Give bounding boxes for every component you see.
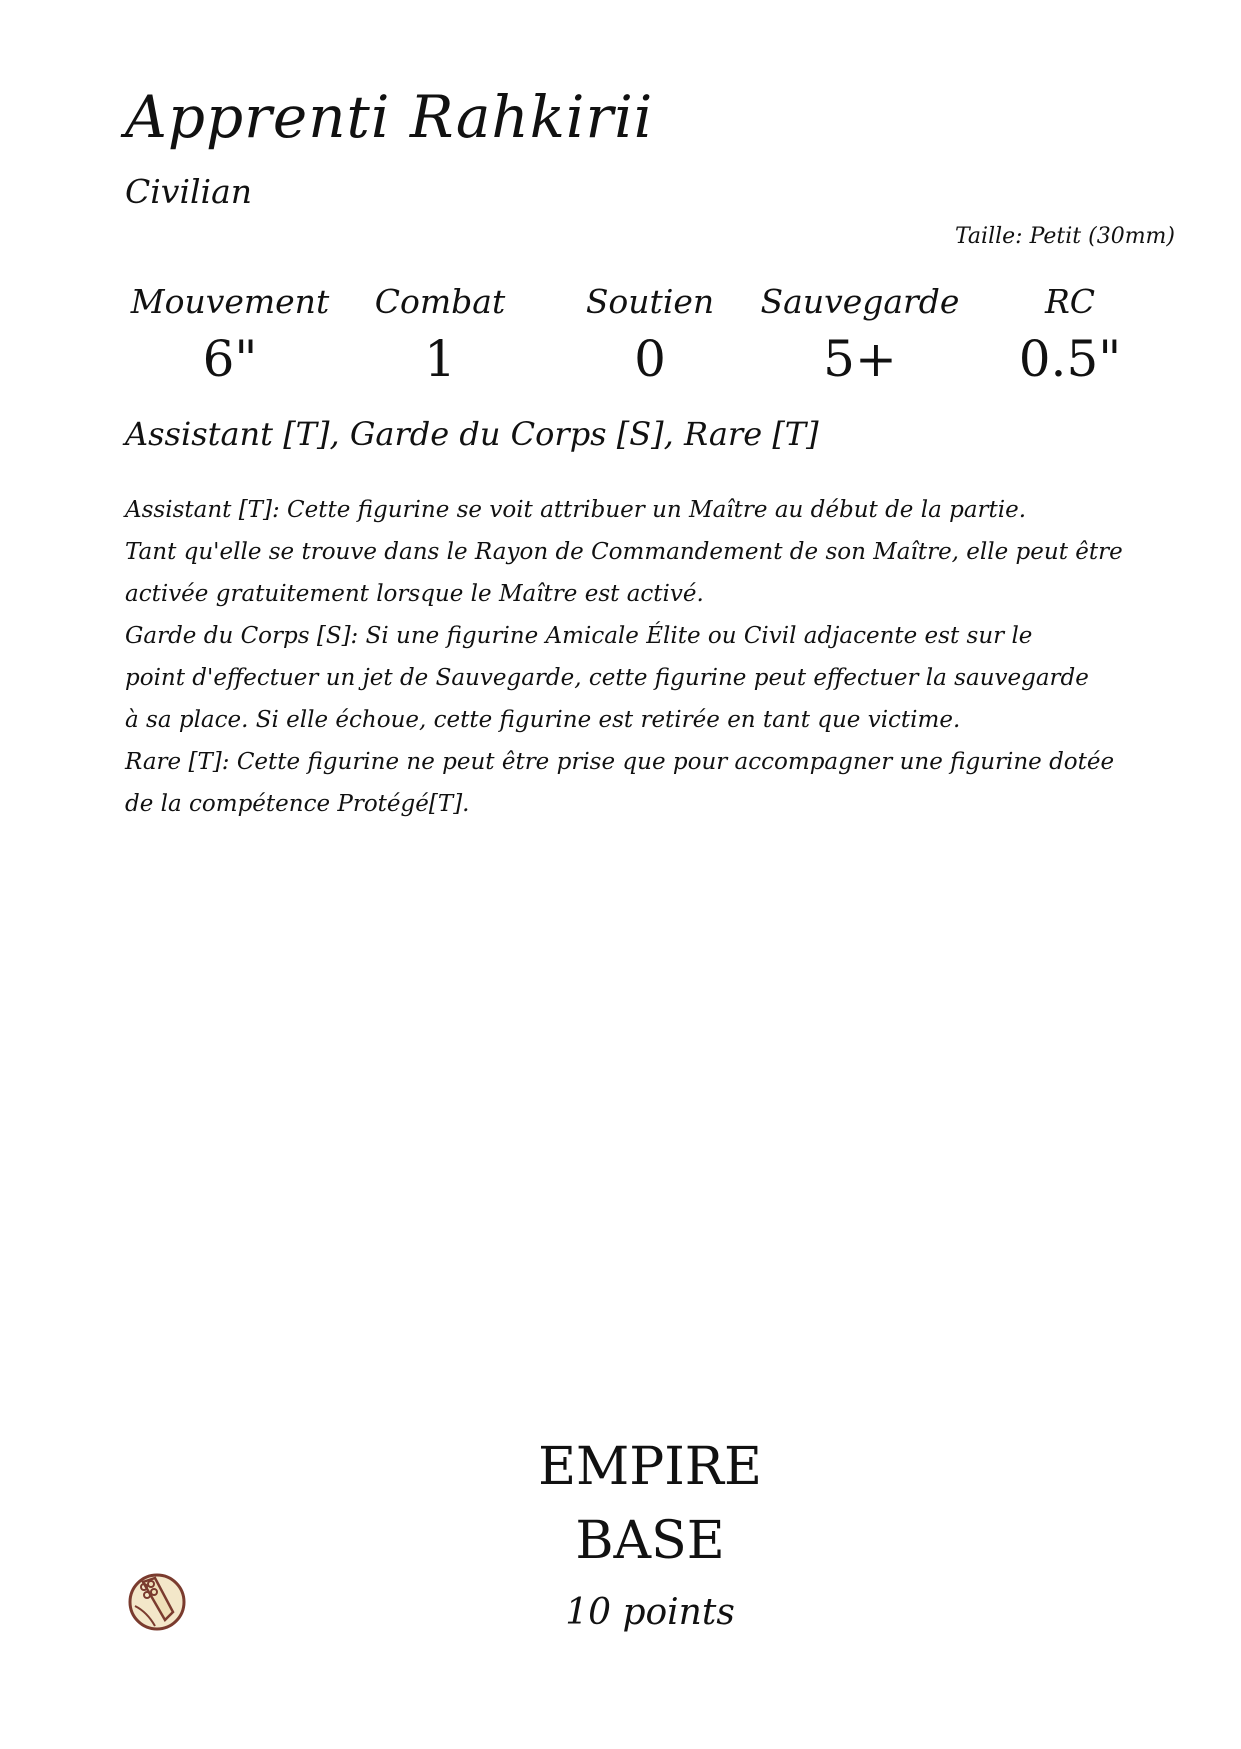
rules-line: Garde du Corps [S]: Si une figurine Amicale Élite ou Civil adjacente est sur le [125, 623, 1033, 649]
stat-value: 0.5" [1018, 330, 1122, 388]
card-footer [450, 1430, 850, 1633]
stat-value: 5+ [823, 330, 897, 388]
rules-line: Assistant [T]: Cette figurine se voit attribuer un Maître au début de la partie. [125, 497, 1027, 523]
rules-line: Tant qu'elle se trouve dans le Rayon de Commandement de son Maître, elle peut être [125, 539, 1123, 565]
rules-line: activée gratuitement lorsque le Maître est activé. [125, 581, 704, 607]
points-cost: 10 points [565, 1592, 735, 1633]
stat-combat [335, 280, 545, 392]
stat-label: Combat [374, 282, 506, 321]
stat-label: Sauvegarde [760, 282, 960, 321]
stat-label: Mouvement [130, 282, 330, 321]
model-size: Taille: Petit (30mm) [954, 224, 1175, 249]
stat-mouvement [125, 280, 335, 392]
card-title: Apprenti Rahkirii [125, 83, 654, 151]
rules-text [125, 489, 1125, 825]
stat-label: RC [1044, 282, 1096, 321]
rules-line: point d'effectuer un jet de Sauvegarde, cette figurine peut effectuer la sauvegarde [125, 665, 1089, 691]
rules-line: à sa place. Si elle échoue, cette figurine est retirée en tant que victime. [125, 707, 961, 733]
stat-value: 1 [424, 330, 456, 388]
stat-soutien [545, 280, 755, 392]
card-subtitle: Civilian [125, 172, 253, 211]
faction-emblem-icon [125, 1568, 189, 1632]
stat-sauvegarde [755, 280, 965, 392]
stats-row [125, 280, 1135, 392]
faction-line-2: BASE [575, 1511, 725, 1571]
stat-value: 6" [202, 330, 258, 388]
keywords-line: Assistant [T], Garde du Corps [S], Rare [T] [125, 415, 819, 453]
rules-line: Rare [T]: Cette figurine ne peut être prise que pour accompagner une figurine dotée [125, 749, 1115, 775]
stat-rc [965, 280, 1175, 392]
stat-label: Soutien [585, 282, 715, 321]
stat-value: 0 [634, 330, 666, 388]
rules-line: de la compétence Protégé[T]. [125, 791, 470, 817]
faction-line-1: EMPIRE [538, 1437, 762, 1497]
